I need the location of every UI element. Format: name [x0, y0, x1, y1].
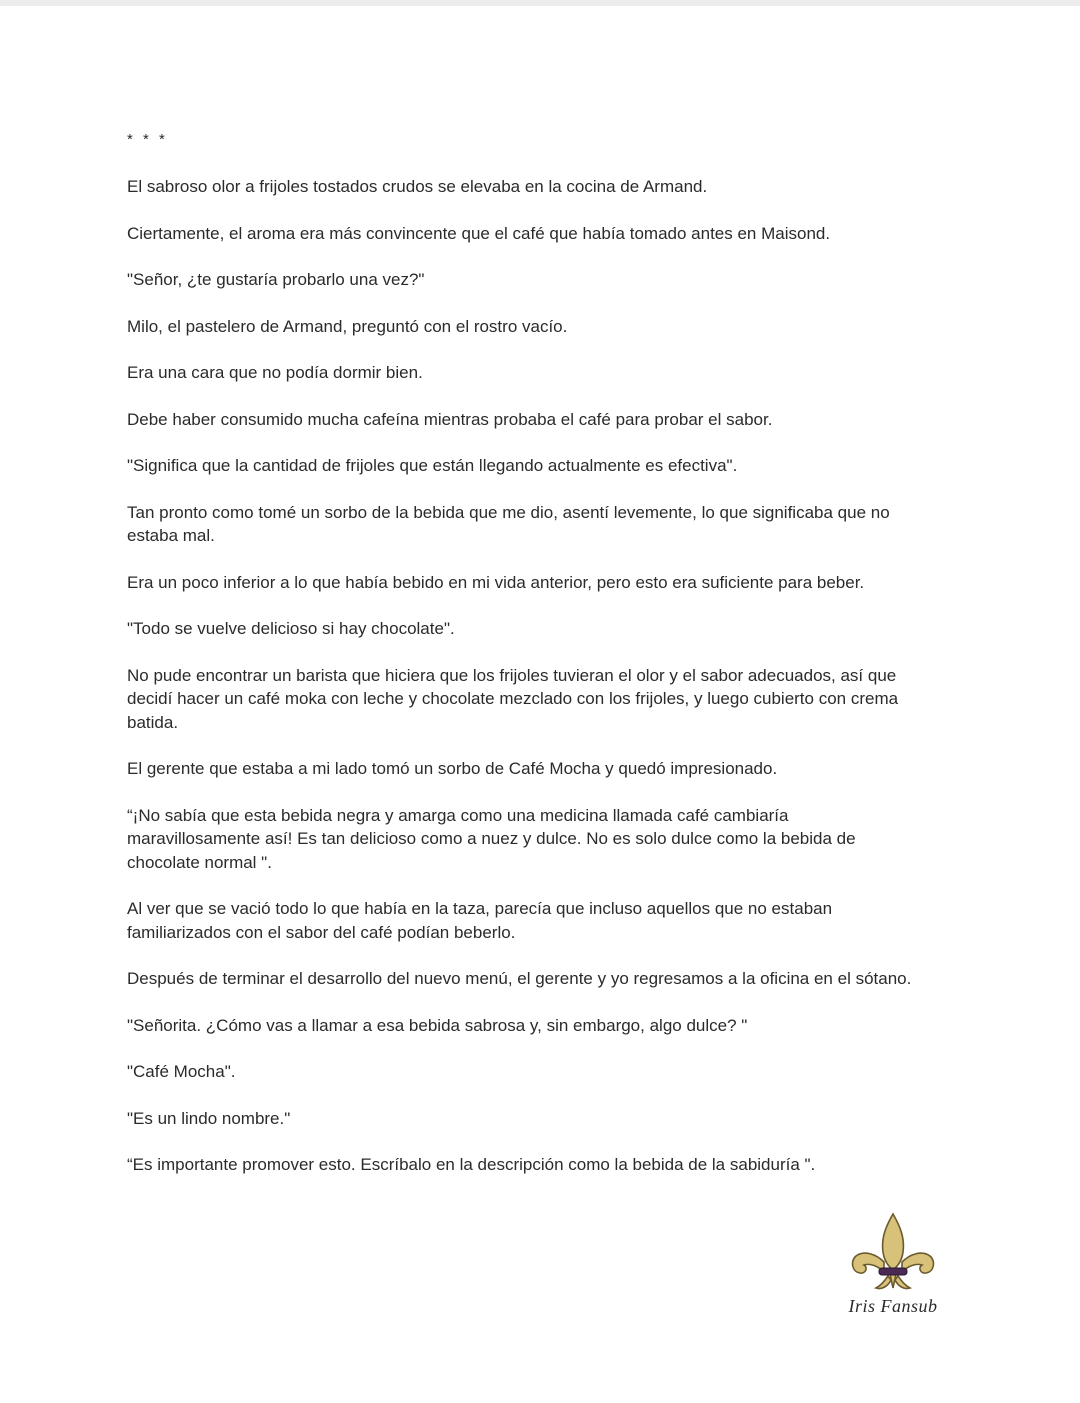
paragraph: Era un poco inferior a lo que había bebido en mi vida anterior, pero esto era suficiente para beber. — [127, 572, 865, 592]
paragraph: "Significa que la cantidad de frijoles que están llegando actualmente es efectiva". — [127, 456, 738, 475]
document-page — [127, 128, 957, 1200]
paragraph: Al ver que se vació todo lo que había en la taza, parecía que incluso aquellos que no estaban familiarizados con el sabor del café podían beberlo. — [127, 899, 833, 942]
paragraph: Después de terminar el desarrollo del nuevo menú, el gerente y yo regresamos a la oficina en el sótano. — [127, 969, 912, 988]
top-strip — [0, 0, 1080, 6]
paragraph: "Señor, ¿te gustaría probarlo una vez?" — [127, 270, 425, 289]
fleur-de-lis-icon — [848, 1210, 938, 1292]
paragraph: El sabroso olor a frijoles tostados crudos se elevaba en la cocina de Armand. — [127, 177, 708, 196]
paragraph: "Señorita. ¿Cómo vas a llamar a esa bebida sabrosa y, sin embargo, algo dulce? " — [127, 1015, 748, 1035]
paragraph: "Es un lindo nombre." — [127, 1108, 291, 1128]
paragraph: El gerente que estaba a mi lado tomó un sorbo de Café Mocha y quedó impresionado. — [127, 759, 778, 778]
paragraph: “¡No sabía que esta bebida negra y amarga como una medicina llamada café cambiaría maravillosamente así! Es tan delicioso como a nuez y dulce. No es solo dulce como la bebida de chocolate normal ". — [127, 805, 856, 872]
paragraph: Debe haber consumido mucha cafeína mientras probaba el café para probar el sabor. — [127, 409, 773, 429]
watermark-text: Iris Fansub — [848, 1296, 938, 1316]
iris-fansub-watermark — [838, 1210, 948, 1328]
paragraph: Ciertamente, el aroma era más convincente que el café que había tomado antes en Maisond. — [127, 223, 831, 243]
paragraph: Tan pronto como tomé un sorbo de la bebida que me dio, asentí levemente, lo que significaba que no estaba mal. — [127, 502, 890, 545]
paragraph: "Todo se vuelve delicioso si hay chocolate". — [127, 619, 455, 638]
paragraph: “Es importante promover esto. Escríbalo en la descripción como la bebida de la sabiduría ". — [127, 1155, 816, 1174]
section-separator: * * * — [127, 131, 168, 148]
paragraph: Milo, el pastelero de Armand, preguntó con el rostro vacío. — [127, 316, 568, 336]
paragraph: "Café Mocha". — [127, 1062, 236, 1081]
paragraph: No pude encontrar un barista que hiciera que los frijoles tuvieran el olor y el sabor adecuados, así que decidí hacer un café moka con leche y chocolate mezclado con los frijoles, y luego cubierto con crema batida. — [127, 665, 899, 732]
paragraph: Era una cara que no podía dormir bien. — [127, 363, 423, 382]
